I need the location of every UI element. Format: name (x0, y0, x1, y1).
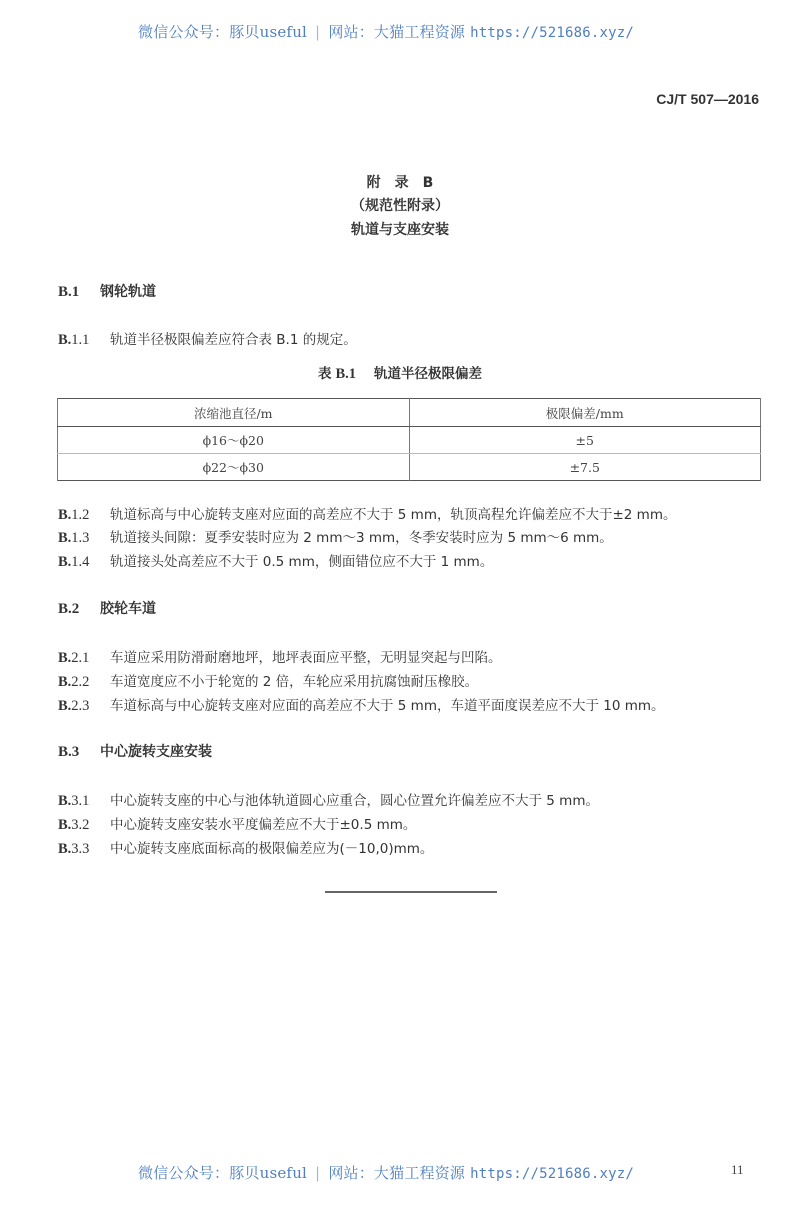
clause-text: 车道宽度应不小于轮宽的 2 倍，车轮应采用抗腐蚀耐压橡胶。 (110, 674, 479, 690)
clause-text: 车道应采用防滑耐磨地坪，地坪表面应平整，无明显突起与凹陷。 (110, 650, 502, 666)
table-header-row (58, 399, 761, 427)
section-number: B.3 (58, 744, 80, 760)
clause-b-1-4 (58, 550, 493, 571)
watermark-separator: | (315, 23, 321, 41)
table-header-cell: 极限偏差/mm (409, 399, 761, 427)
table-row (58, 454, 761, 481)
table-cell: ±7.5 (409, 454, 761, 481)
standard-code: CJ/T 507—2016 (656, 91, 759, 107)
clause-number: B.3.1 (58, 793, 90, 809)
clause-number: B.3.3 (58, 841, 90, 857)
table-cell: ϕ22～ϕ30 (58, 454, 410, 481)
end-rule-divider (325, 891, 497, 893)
clause-text: 中心旋转支座安装水平度偏差应不大于±0.5 mm。 (110, 817, 417, 833)
tolerance-table (57, 398, 761, 481)
page-number: 11 (731, 1162, 744, 1177)
watermark-url-link[interactable]: https://521686.xyz/ (470, 1166, 635, 1182)
section-heading-b2 (58, 598, 156, 618)
watermark-site-label: 网站：大猫工程资源 (328, 1164, 466, 1182)
watermark-wechat-label: 微信公众号：豚贝useful (138, 1164, 308, 1182)
clause-number: B.1.3 (58, 530, 90, 546)
section-heading-b3 (58, 741, 212, 761)
section-heading-b1 (58, 281, 156, 301)
clause-b-1-1 (58, 328, 357, 349)
clause-text: 车道标高与中心旋转支座对应面的高差应不大于 5 mm，车道平面度误差应不大于 10 mm。 (110, 698, 665, 714)
clause-text: 中心旋转支座底面标高的极限偏差应为(－10,0)mm。 (110, 841, 434, 857)
watermark-url-link[interactable]: https://521686.xyz/ (470, 25, 635, 41)
clause-b-2-2 (58, 670, 478, 691)
clause-text: 轨道接头间隙：夏季安装时应为 2 mm～3 mm，冬季安装时应为 5 mm～6 mm。 (110, 530, 613, 546)
section-title: 中心旋转支座安装 (100, 744, 212, 760)
table-cell: ±5 (409, 427, 761, 454)
watermark-bottom (138, 1162, 634, 1183)
clause-number: B.2.1 (58, 650, 90, 666)
appendix-title: 附 录 B (366, 175, 434, 191)
table-caption: 表 B.1 轨道半径极限偏差 (317, 366, 483, 382)
table-cell: ϕ16～ϕ20 (58, 427, 410, 454)
clause-number: B.1.4 (58, 554, 90, 570)
clause-number: B.1.1 (58, 332, 90, 348)
clause-b-3-3 (58, 837, 433, 858)
section-title: 钢轮轨道 (100, 284, 156, 300)
clause-b-2-1 (58, 646, 502, 667)
clause-number: B.3.2 (58, 817, 90, 833)
clause-text: 轨道半径极限偏差应符合表 B.1 的规定。 (110, 332, 357, 348)
watermark-top (138, 21, 634, 42)
clause-text: 轨道标高与中心旋转支座对应面的高差应不大于 5 mm，轨顶高程允许偏差应不大于±2 mm。 (110, 507, 677, 523)
clause-number: B.2.2 (58, 674, 90, 690)
clause-b-2-3 (58, 694, 665, 715)
clause-number: B.2.3 (58, 698, 90, 714)
clause-b-1-2 (58, 503, 676, 524)
appendix-type: （规范性附录） (351, 198, 449, 214)
watermark-separator: | (315, 1164, 321, 1182)
clause-text: 中心旋转支座的中心与池体轨道圆心应重合，圆心位置允许偏差应不大于 5 mm。 (110, 793, 599, 809)
watermark-site-label: 网站：大猫工程资源 (328, 23, 466, 41)
table-row (58, 427, 761, 454)
watermark-wechat-label: 微信公众号：豚贝useful (138, 23, 308, 41)
section-number: B.1 (58, 284, 80, 300)
table-header-cell: 浓缩池直径/m (58, 399, 410, 427)
clause-text: 轨道接头处高差应不大于 0.5 mm，侧面错位应不大于 1 mm。 (110, 554, 494, 570)
section-title: 胶轮车道 (100, 601, 156, 617)
clause-b-3-2 (58, 813, 416, 834)
clause-number: B.1.2 (58, 507, 90, 523)
clause-b-1-3 (58, 526, 613, 547)
clause-b-3-1 (58, 789, 599, 810)
section-number: B.2 (58, 601, 80, 617)
appendix-subject: 轨道与支座安装 (351, 222, 449, 238)
